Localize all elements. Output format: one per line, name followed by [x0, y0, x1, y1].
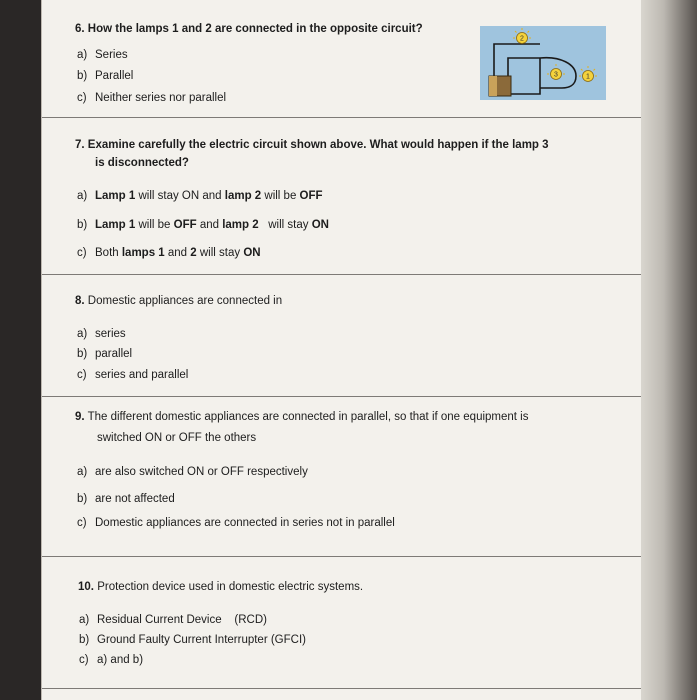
option-text: Domestic appliances are connected in series not in parallel — [95, 517, 395, 529]
option-text: Neither series nor parallel — [95, 92, 227, 104]
question-9-option-c[interactable] — [77, 517, 395, 529]
question-9-option-b[interactable] — [77, 493, 175, 505]
option-text-part: will stay — [258, 219, 312, 231]
section-divider — [42, 556, 641, 557]
option-letter: c) — [77, 369, 87, 381]
question-10-text: Protection device used in domestic electric systems. — [97, 581, 364, 593]
question-7-text-line1: Examine carefully the electric circuit shown above. What would happen if the lamp 3 — [87, 139, 549, 151]
option-text: are not affected — [95, 493, 175, 505]
question-8-option-a[interactable] — [77, 328, 126, 340]
option-letter: a) — [77, 49, 88, 61]
option-letter: b) — [77, 70, 88, 82]
battery-icon — [489, 76, 511, 96]
lamp-3-label: 3 — [554, 71, 558, 79]
page-edge-background — [641, 0, 697, 700]
option-text: a) and b) — [97, 654, 144, 666]
question-10-option-c[interactable] — [79, 654, 143, 666]
question-7-option-a[interactable] — [77, 190, 323, 202]
option-letter: a) — [77, 466, 88, 478]
question-8-option-c[interactable] — [77, 369, 188, 381]
question-7-text-line2: is disconnected? — [95, 157, 189, 169]
option-letter: a) — [79, 614, 90, 626]
section-divider — [42, 688, 641, 689]
question-6-text: How the lamps 1 and 2 are connected in the opposite circuit? — [87, 23, 423, 35]
question-9 — [75, 408, 629, 427]
question-7-option-b[interactable] — [77, 219, 329, 231]
question-9-option-a[interactable] — [77, 466, 308, 478]
option-text-part: OFF — [299, 190, 323, 202]
option-letter: a) — [77, 190, 88, 202]
question-6-option-c[interactable] — [77, 92, 226, 104]
option-text-part: Lamp 1 — [95, 219, 136, 231]
option-letter: b) — [77, 493, 88, 505]
option-text-part: Lamp 1 — [95, 190, 136, 202]
question-6-option-b[interactable] — [77, 70, 133, 82]
question-9-text-line2: switched ON or OFF the others — [97, 432, 257, 444]
option-text: series and parallel — [95, 369, 189, 381]
option-text: Series — [95, 49, 128, 61]
option-letter: c) — [77, 92, 87, 104]
option-text: Ground Faulty Current Interrupter (GFCI) — [97, 634, 306, 646]
question-7-option-c[interactable] — [77, 247, 261, 259]
circuit-diagram — [480, 26, 606, 100]
option-text-part: will stay ON and — [135, 190, 225, 202]
option-text-part: will be — [261, 190, 300, 202]
option-letter: c) — [77, 247, 87, 259]
option-text-part: lamp 2 — [222, 219, 259, 231]
question-10-option-b[interactable] — [79, 634, 306, 646]
option-text-part: will stay — [196, 247, 244, 259]
option-text-part: 2 — [190, 247, 197, 259]
option-text-part: ON — [243, 247, 261, 259]
question-6-number: 6. — [75, 23, 85, 35]
question-10-number: 10. — [78, 581, 94, 593]
question-8-text: Domestic appliances are connected in — [87, 295, 283, 307]
option-letter: b) — [77, 219, 88, 231]
option-letter: c) — [77, 517, 87, 529]
lamp-1-label: 1 — [586, 73, 590, 81]
question-10 — [78, 578, 629, 597]
option-text: Parallel — [95, 70, 134, 82]
option-text-part: ON — [311, 219, 329, 231]
section-divider — [42, 117, 641, 118]
option-text-part: OFF — [173, 219, 197, 231]
question-7-number: 7. — [75, 139, 85, 151]
option-text-part: and — [164, 247, 191, 259]
question-6-option-a[interactable] — [77, 49, 128, 61]
option-text-part: and — [196, 219, 223, 231]
question-8-number: 8. — [75, 295, 85, 307]
option-letter: b) — [77, 348, 88, 360]
option-text: parallel — [95, 348, 133, 360]
question-7-line2 — [95, 154, 629, 173]
question-8-option-b[interactable] — [77, 348, 132, 360]
option-letter: a) — [77, 328, 88, 340]
question-10-option-a[interactable] — [79, 614, 267, 626]
option-letter: c) — [79, 654, 89, 666]
question-7 — [75, 136, 629, 155]
option-text-part: Both — [95, 247, 122, 259]
option-text-part: lamps 1 — [121, 247, 165, 259]
question-9-text-line1: The different domestic appliances are connected in parallel, so that if one equipment is — [87, 411, 529, 423]
option-text: are also switched ON or OFF respectively — [95, 466, 308, 478]
option-letter: b) — [79, 634, 90, 646]
option-text: Residual Current Device (RCD) — [97, 614, 267, 626]
question-9-number: 9. — [75, 411, 85, 423]
lamp-2-label: 2 — [520, 35, 524, 43]
question-9-line2 — [97, 429, 629, 448]
option-text-part: lamp 2 — [224, 190, 262, 202]
question-8 — [75, 292, 629, 311]
section-divider — [42, 274, 641, 275]
option-text: series — [95, 328, 126, 340]
option-text-part: will be — [135, 219, 174, 231]
section-divider — [42, 396, 641, 397]
worksheet-page — [42, 0, 641, 700]
